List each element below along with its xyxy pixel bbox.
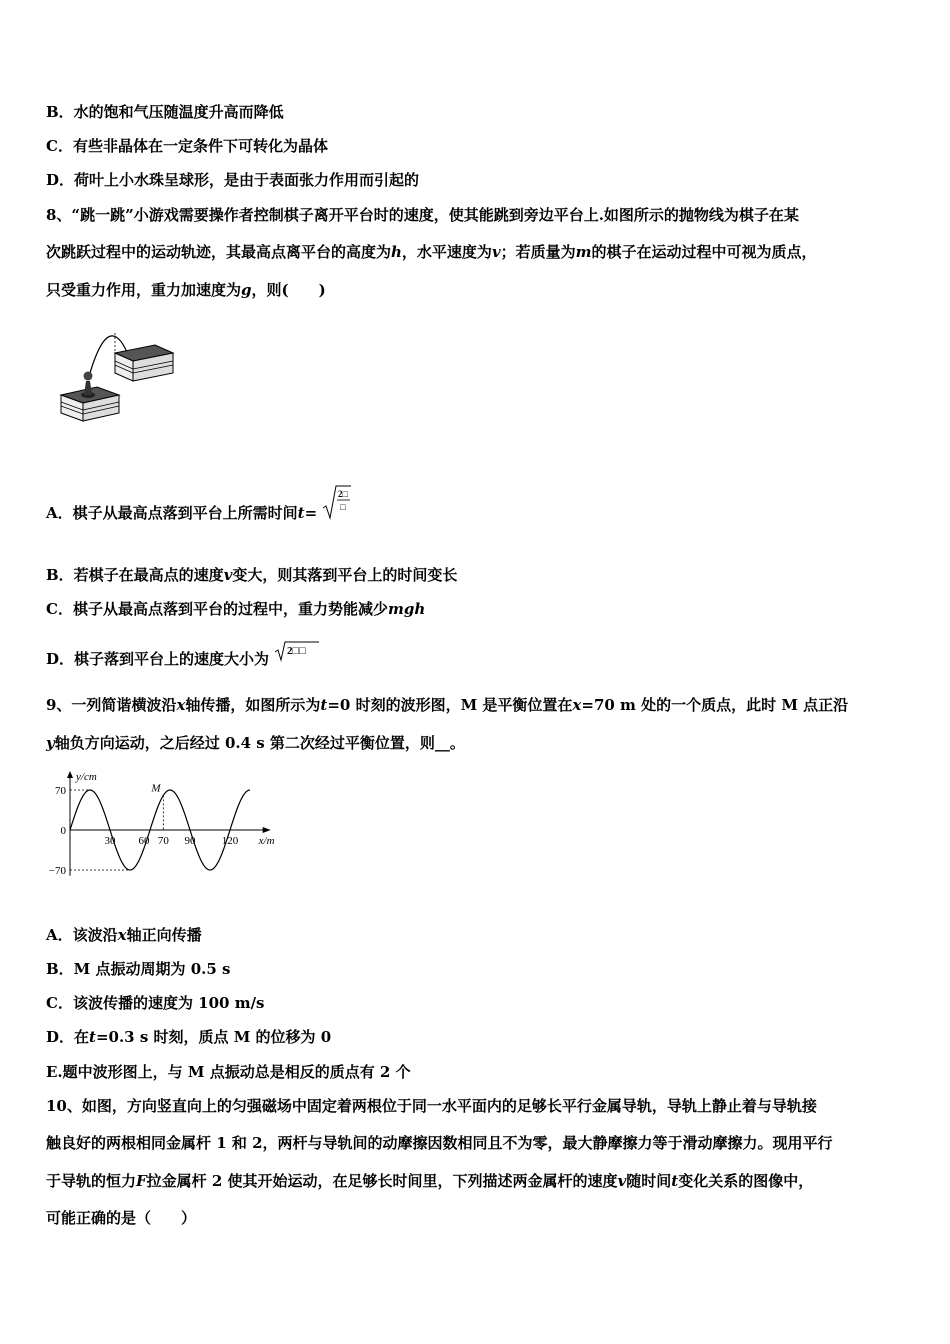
jump-game-figure [55, 325, 185, 425]
q7-option-c: C．有些非晶体在一定条件下可转化为晶体 [46, 137, 328, 155]
x-tick-label: 60 [138, 835, 150, 847]
q9-option-c: C．该波传播的速度为 100 m/s [46, 994, 265, 1012]
q8-stem-line2: 次跳跃过程中的运动轨迹，其最高点离平台的高度为h，水平速度为v；若质量为m的棋子在运动过程中可视为质点， [46, 243, 817, 261]
x-tick-label: 70 [157, 835, 169, 847]
point-m-label: M [151, 782, 161, 795]
q8-option-d: D．棋子落到平台上的速度大小为 2□□ [46, 640, 320, 669]
q8-stem-line3: 只受重力作用，重力加速度为g，则( ) [46, 281, 326, 299]
sqrt-fraction [322, 484, 352, 520]
y-tick-label: 0 [60, 825, 66, 837]
q8-option-b: B．若棋子在最高点的速度v变大，则其落到平台上的时间变长 [46, 566, 458, 584]
q8-option-c: C．棋子从最高点落到平台的过程中，重力势能减少mgh [46, 600, 426, 618]
y-axis-arrow [67, 771, 73, 778]
q7-option-b: B．水的饱和气压随温度升高而降低 [46, 103, 284, 121]
sqrt-numerator: 2□ [338, 489, 349, 499]
q10-stem-line2: 触良好的两根相同金属杆 1 和 2，两杆与导轨间的动摩擦因数相同且不为零，最大静摩擦力等于滑动摩擦力。现用平行 [46, 1134, 833, 1152]
x-axis-arrow [263, 827, 271, 833]
q9-option-a: A．该波沿x轴正向传播 [46, 926, 202, 944]
x-tick-label: 90 [184, 835, 196, 847]
x-axis-label: x/m [258, 835, 275, 847]
sqrt-denominator: □ [340, 502, 347, 512]
q10-stem-line4: 可能正确的是（ ） [46, 1209, 197, 1227]
q8-stem-line1: 8、“跳一跳”小游戏需要操作者控制棋子离开平台时的速度，使其能跳到旁边平台上.如图所示的抛物线为棋子在某 [46, 206, 799, 224]
q10-stem-line3: 于导轨的恒力F拉金属杆 2 使其开始运动，在足够长时间里，下列描述两金属杆的速度v随时间t变化关系的图像中， [46, 1172, 814, 1190]
q9-option-d: D．在t=0.3 s 时刻，质点 M 的位移为 0 [46, 1028, 332, 1046]
q7-option-d: D．荷叶上小水珠呈球形，是由于表面张力作用而引起的 [46, 171, 420, 189]
wave-chart [40, 770, 300, 885]
y-axis-label: y/cm [76, 771, 97, 783]
q10-stem-line1: 10、如图，方向竖直向上的匀强磁场中固定着两根位于同一水平面内的足够长平行金属导轨，导轨上静止着与导轨接 [46, 1097, 817, 1115]
q9-stem-line2: y轴负方向运动，之后经过 0.4 s 第二次经过平衡位置，则__。 [46, 734, 465, 752]
x-tick-label: 30 [104, 835, 116, 847]
q9-stem-line1: 9、一列简谐横波沿x轴传播，如图所示为t=0 时刻的波形图，M 是平衡位置在x=70 m 处的一个质点，此时 M 点正沿 [46, 696, 849, 714]
y-tick-label: 70 [55, 785, 66, 797]
sqrt-expression [274, 640, 320, 662]
y-tick-label: −70 [48, 865, 66, 877]
q9-option-b: B．M 点振动周期为 0.5 s [46, 960, 231, 978]
sqrt-radicand: 2□□ [287, 645, 307, 657]
q8-option-a: A．棋子从最高点落到平台上所需时间t= 2□ □ [46, 503, 352, 523]
x-tick-label: 120 [221, 835, 239, 847]
q9-option-e: E.题中波形图上，与 M 点振动总是相反的质点有 2 个 [46, 1063, 411, 1081]
